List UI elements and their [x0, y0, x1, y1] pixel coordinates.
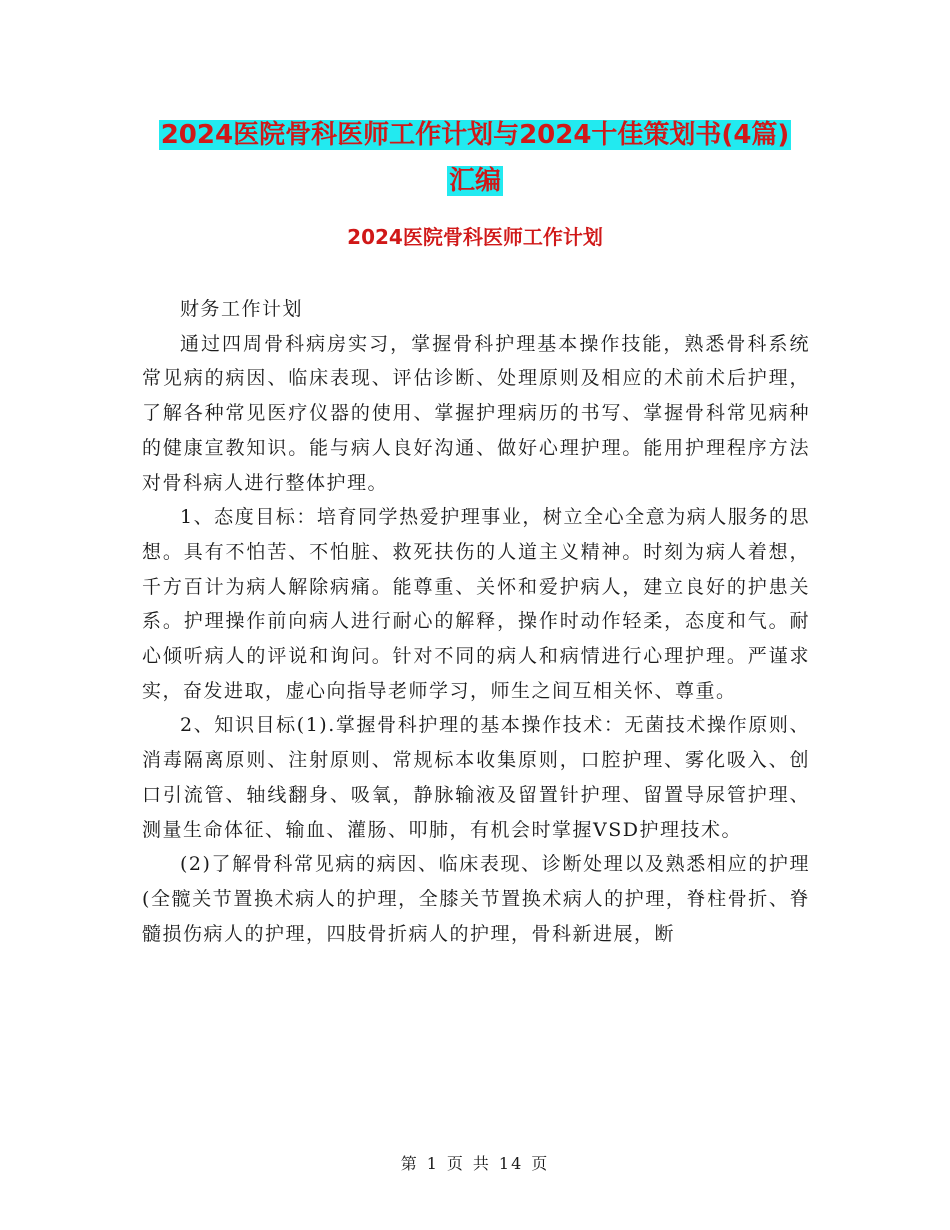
page-footer — [0, 1152, 950, 1176]
footer-label-page: 第 — [400, 1154, 419, 1173]
body-text — [142, 292, 810, 951]
footer-total-pages: 14 — [498, 1154, 524, 1173]
section-title: 2024医院骨科医师工作计划 — [347, 225, 603, 249]
footer-label-total-unit: 页 — [531, 1154, 550, 1173]
paragraph: 2、知识目标(1).掌握骨科护理的基本操作技术：无菌技术操作原则、消毒隔离原则、注射原则、常规标本收集原则，口腔护理、雾化吸入、创口引流管、轴线翻身、吸氧，静脉输液及留置针护理、留置导尿管护理、测量生命体征、输血、灌肠、叩肺，有机会时掌握VSD护理技术。 — [142, 714, 810, 841]
document-title-line-1: 2024医院骨科医师工作计划与2024十佳策划书(4篇) — [160, 120, 790, 150]
footer-current-page: 1 — [426, 1154, 439, 1173]
paragraph: (2)了解骨科常见病的病因、临床表现、诊断处理以及熟悉相应的护理(全髋关节置换术病人的护理，全膝关节置换术病人的护理，脊柱骨折、脊髓损伤病人的护理，四肢骨折病人的护理，骨科新进展，断 — [142, 853, 810, 945]
paragraph-heading: 财务工作计划 — [180, 298, 304, 320]
footer-label-page-unit: 页 — [446, 1154, 465, 1173]
paragraph: 通过四周骨科病房实习，掌握骨科护理基本操作技能，熟悉骨科系统常见病的病因、临床表现、评估诊断、处理原则及相应的术前术后护理，了解各种常见医疗仪器的使用、掌握护理病历的书写、掌握骨科常见病种的健康宣教知识。能与病人良好沟通、做好心理护理。能用护理程序方法对骨科病人进行整体护理。 — [142, 332, 810, 494]
document-title-line-2: 汇编 — [448, 166, 501, 196]
document-title — [0, 112, 950, 204]
paragraph: 1、态度目标：培育同学热爱护理事业，树立全心全意为病人服务的思想。具有不怕苦、不怕脏、救死扶伤的人道主义精神。时刻为病人着想，千方百计为病人解除病痛。能尊重、关怀和爱护病人，建立良好的护患关系。护理操作前向病人进行耐心的解释，操作时动作轻柔，态度和气。耐心倾听病人的评说和询问。针对不同的病人和病情进行心理护理。严谨求实，奋发进取，虚心向指导老师学习，师生之间互相关怀、尊重。 — [142, 506, 810, 702]
footer-label-total: 共 — [472, 1154, 491, 1173]
